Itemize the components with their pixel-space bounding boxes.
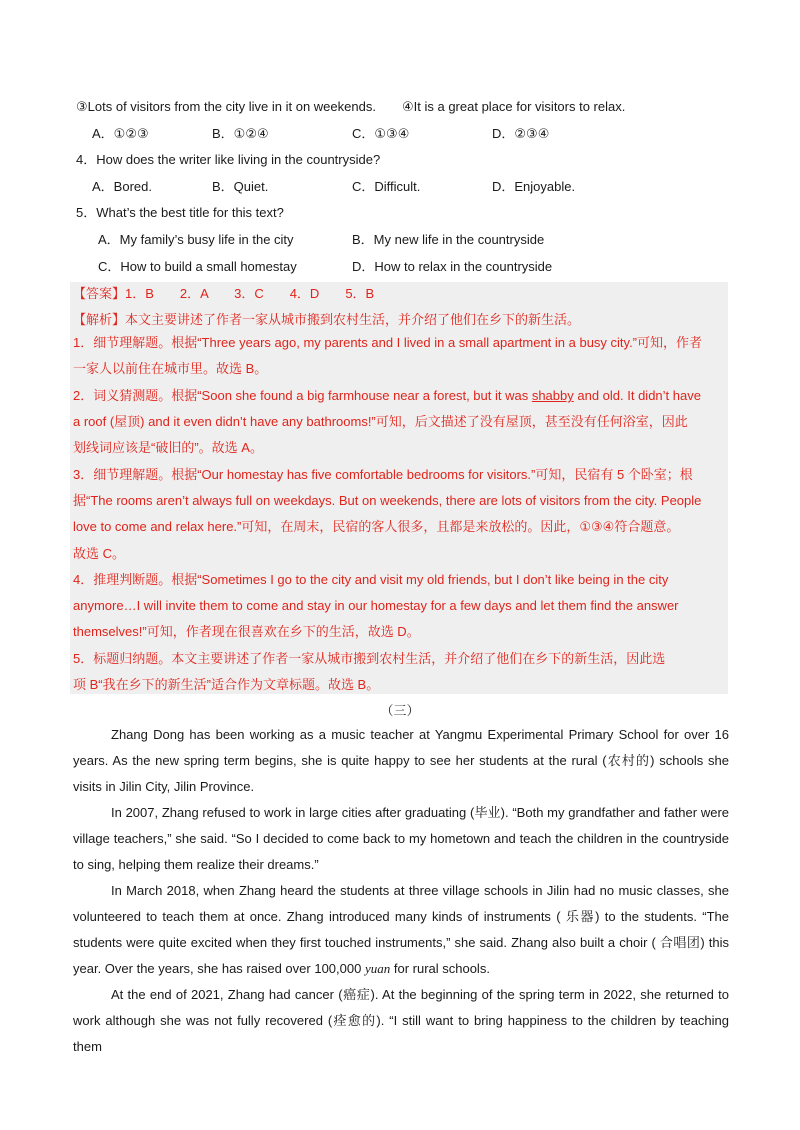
explanation-3-cont: 据“The rooms aren’t always full on weekdays. But on weekends, there are lots of visitors from the city. People (73, 493, 702, 508)
explanation-3: 3．细节理解题。根据“Our homestay has five comfortable bedrooms for visitors.”可知，民宿有 5 个卧室；根 (73, 467, 693, 482)
q3-option-a: A．①②③ (92, 126, 149, 141)
q5-option-c: C．How to build a small homestay (98, 259, 297, 274)
q4-option-a: A．Bored. (92, 179, 152, 194)
p3-end: for rural schools. (390, 961, 490, 976)
underlined-word: shabby (531, 388, 574, 403)
explanation-4: 4．推理判断题。根据“Sometimes I go to the city and visit my old friends, but I don’t like being in the city (73, 572, 669, 587)
explanation-4-cont2: themselves!”可知，作者现在很喜欢在乡下的生活，故选 D。 (73, 624, 420, 639)
explanation-2-pre: 2．词义猜测题。根据“Soon she found a big farmhouse near a forest, but it was (73, 388, 532, 403)
passage-paragraph-1: Zhang Dong has been working as a music teacher at Yangmu Experimental Primary School for over 16 years. As the new spring term begins, she is quite happy to see her students at the rural (农村的) schools she visits in Jilin City, Jilin Province. (73, 727, 729, 794)
q5-option-d: D．How to relax in the countryside (352, 259, 553, 274)
q3-option-c: C．①③④ (352, 126, 410, 141)
p3-yuan: yuan (364, 961, 391, 976)
explanation-2-post: and old. It didn’t have (573, 388, 701, 403)
q5-option-a: A．My family’s busy life in the city (98, 232, 294, 247)
statement-3: ③Lots of visitors from the city live in it on weekends. (76, 99, 376, 114)
explanation-3-cont2: love to come and relax here.”可知，在周末，民宿的客人很多，且都是来放松的。因此，①③④符合题意。 (73, 519, 680, 534)
statement-4: ④It is a great place for visitors to relax. (402, 99, 626, 114)
q5-stem: 5．What’s the best title for this text? (76, 205, 284, 220)
q3-option-d: D．②③④ (492, 126, 550, 141)
analysis-summary: 【解析】本文主要讲述了作者一家从城市搬到农村生活，并介绍了他们在乡下的新生活。 (73, 312, 581, 327)
explanation-5-cont: 项 B“我在乡下的新生活”适合作为文章标题。故选 B。 (73, 677, 380, 692)
p3-text: In March 2018, when Zhang heard the students at three village schools in Jilin had no music classes, she volunteered to teach them at once. Zhang introduced many kinds of instruments ( 乐器) to the students. “The students were quite excited when they first touched instruments,” she said. Zhang also built a choir ( 合唱团) this year. Over the years, she has raised over 100,000 (73, 883, 729, 976)
passage-paragraph-2: In 2007, Zhang refused to work in large cities after graduating (毕业). “Both my grandfather and father were village teachers,” she said. “So I decided to come back to my hometown and teach the children in the countryside to sing, helping them realize their dreams.” (73, 805, 729, 872)
explanation-2-cont2: 划线词应该是“破旧的”。故选 A。 (73, 440, 263, 455)
q4-option-b: B．Quiet. (212, 179, 269, 194)
explanation-4-cont: anymore…I will invite them to come and stay in our homestay for a few days and let them find the answer (73, 598, 679, 613)
q4-option-d: D．Enjoyable. (492, 179, 576, 194)
q3-option-b: B．①②④ (212, 126, 269, 141)
q4-option-c: C．Difficult. (352, 179, 421, 194)
q5-option-b: B．My new life in the countryside (352, 232, 545, 247)
passage-paragraph-3 (73, 878, 729, 982)
q4-stem: 4．How does the writer like living in the countryside? (76, 152, 381, 167)
explanation-2 (73, 387, 701, 405)
passage-paragraph-4: At the end of 2021, Zhang had cancer (癌症). At the beginning of the spring term in 2022, she returned to work although she was not fully recovered (痊愈的). “I still want to bring happiness to the children by teaching them (73, 987, 729, 1054)
answer-line: 【答案】1．B 2．A 3．C 4．D 5．B (73, 286, 375, 301)
section-number: （三） (380, 703, 420, 718)
explanation-3-cont3: 故选 C。 (73, 546, 126, 561)
explanation-1-cont: 一家人以前住在城市里。故选 B。 (73, 361, 268, 376)
explanation-5: 5．标题归纳题。本文主要讲述了作者一家从城市搬到农村生活，并介绍了他们在乡下的新生活，因此选 (73, 651, 666, 666)
explanation-2-cont: a roof (屋顶) and it even didn’t have any bathrooms!”可知，后文描述了没有屋顶，甚至没有任何浴室，因此 (73, 414, 688, 429)
explanation-1: 1．细节理解题。根据“Three years ago, my parents and I lived in a small apartment in a busy city.”可知，作者 (73, 335, 703, 350)
